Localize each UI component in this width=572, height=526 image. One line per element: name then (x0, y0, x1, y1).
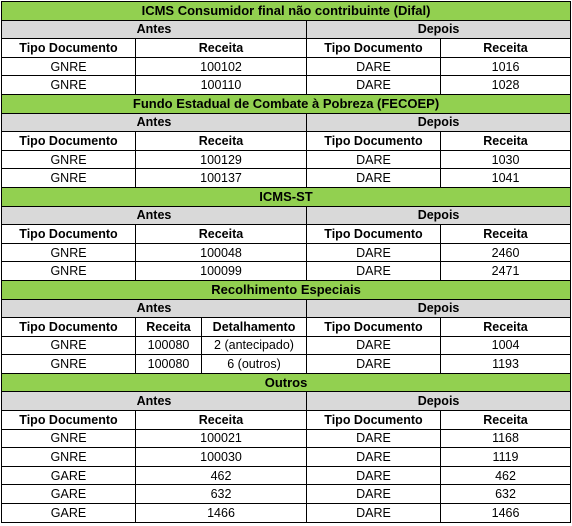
table-row (2, 466, 571, 485)
cell-tipo-antes: GNRE (2, 150, 136, 169)
cell-tipo-depois: DARE (307, 355, 441, 374)
group-header-row (2, 392, 571, 411)
group-header-row (2, 299, 571, 318)
cell-tipo-antes: GARE (2, 466, 136, 485)
col-tipo-documento-antes: Tipo Documento (2, 39, 136, 58)
cell-receita-antes: 100021 (136, 429, 307, 448)
antes-header: Antes (2, 113, 307, 132)
cell-tipo-depois: DARE (307, 504, 441, 523)
col-receita-antes: Receita (136, 39, 307, 58)
antes-header: Antes (2, 206, 307, 225)
col-detalhamento: Detalhamento (202, 318, 307, 337)
table-row (2, 57, 571, 76)
cell-receita-depois: 1041 (441, 169, 571, 188)
section-title-row (2, 373, 571, 392)
col-tipo-documento-depois: Tipo Documento (307, 411, 441, 430)
section-title: Recolhimento Especiais (2, 280, 571, 299)
table-row (2, 169, 571, 188)
col-tipo-documento-antes: Tipo Documento (2, 318, 136, 337)
col-tipo-documento-depois: Tipo Documento (307, 132, 441, 151)
col-receita-antes: Receita (136, 411, 307, 430)
cell-receita-depois: 2471 (441, 262, 571, 281)
group-header-row (2, 20, 571, 39)
table-row (2, 336, 571, 355)
section-title: Outros (2, 373, 571, 392)
table-row (2, 485, 571, 504)
cell-tipo-depois: DARE (307, 262, 441, 281)
cell-tipo-depois: DARE (307, 76, 441, 95)
cell-receita-depois: 1466 (441, 504, 571, 523)
section-title-row (2, 187, 571, 206)
depois-header: Depois (307, 206, 571, 225)
cell-detalhamento: 2 (antecipado) (202, 336, 307, 355)
table-row (2, 243, 571, 262)
column-header-row (2, 225, 571, 244)
col-receita-depois: Receita (441, 411, 571, 430)
cell-tipo-antes: GNRE (2, 76, 136, 95)
cell-tipo-antes: GNRE (2, 169, 136, 188)
cell-receita-antes: 100102 (136, 57, 307, 76)
col-tipo-documento-antes: Tipo Documento (2, 411, 136, 430)
cell-receita-depois: 1004 (441, 336, 571, 355)
depois-header: Depois (307, 20, 571, 39)
table-row (2, 429, 571, 448)
column-header-row (2, 39, 571, 58)
cell-tipo-antes: GARE (2, 485, 136, 504)
cell-receita-antes: 100080 (136, 336, 202, 355)
group-header-row (2, 206, 571, 225)
cell-receita-antes: 1466 (136, 504, 307, 523)
section-title-row (2, 280, 571, 299)
col-receita-antes: Receita (136, 132, 307, 151)
cell-receita-depois: 1016 (441, 57, 571, 76)
col-receita-antes: Receita (136, 318, 202, 337)
table-row (2, 262, 571, 281)
column-header-row (2, 132, 571, 151)
cell-tipo-depois: DARE (307, 466, 441, 485)
cell-receita-antes: 100129 (136, 150, 307, 169)
cell-receita-antes: 100099 (136, 262, 307, 281)
col-tipo-documento-depois: Tipo Documento (307, 318, 441, 337)
cell-receita-antes: 632 (136, 485, 307, 504)
cell-receita-antes: 100080 (136, 355, 202, 374)
cell-tipo-depois: DARE (307, 243, 441, 262)
cell-receita-depois: 1168 (441, 429, 571, 448)
col-receita-depois: Receita (441, 225, 571, 244)
col-receita-antes: Receita (136, 225, 307, 244)
cell-tipo-depois: DARE (307, 336, 441, 355)
table-row (2, 504, 571, 523)
cell-tipo-depois: DARE (307, 150, 441, 169)
section-title: ICMS-ST (2, 187, 571, 206)
cell-detalhamento: 6 (outros) (202, 355, 307, 374)
col-receita-depois: Receita (441, 132, 571, 151)
col-receita-depois: Receita (441, 39, 571, 58)
group-header-row (2, 113, 571, 132)
cell-tipo-antes: GNRE (2, 243, 136, 262)
cell-receita-antes: 100048 (136, 243, 307, 262)
receita-mapping-table (1, 1, 571, 523)
col-receita-depois: Receita (441, 318, 571, 337)
cell-tipo-antes: GNRE (2, 262, 136, 281)
table-row (2, 150, 571, 169)
cell-receita-depois: 2460 (441, 243, 571, 262)
cell-receita-antes: 100110 (136, 76, 307, 95)
cell-receita-depois: 1119 (441, 448, 571, 467)
cell-tipo-depois: DARE (307, 169, 441, 188)
table-row (2, 76, 571, 95)
cell-receita-depois: 1030 (441, 150, 571, 169)
cell-tipo-depois: DARE (307, 429, 441, 448)
col-tipo-documento-depois: Tipo Documento (307, 225, 441, 244)
antes-header: Antes (2, 392, 307, 411)
cell-tipo-antes: GNRE (2, 429, 136, 448)
cell-tipo-depois: DARE (307, 57, 441, 76)
table-row (2, 355, 571, 374)
cell-tipo-antes: GNRE (2, 57, 136, 76)
cell-receita-antes: 100030 (136, 448, 307, 467)
col-tipo-documento-antes: Tipo Documento (2, 132, 136, 151)
col-tipo-documento-antes: Tipo Documento (2, 225, 136, 244)
cell-tipo-depois: DARE (307, 485, 441, 504)
col-tipo-documento-depois: Tipo Documento (307, 39, 441, 58)
antes-header: Antes (2, 299, 307, 318)
table-row (2, 448, 571, 467)
cell-receita-antes: 462 (136, 466, 307, 485)
cell-receita-depois: 1193 (441, 355, 571, 374)
cell-receita-antes: 100137 (136, 169, 307, 188)
cell-tipo-depois: DARE (307, 448, 441, 467)
column-header-row (2, 318, 571, 337)
section-title: ICMS Consumidor final não contribuinte (Difal) (2, 2, 571, 21)
depois-header: Depois (307, 299, 571, 318)
cell-receita-depois: 462 (441, 466, 571, 485)
section-title-row (2, 94, 571, 113)
antes-header: Antes (2, 20, 307, 39)
cell-tipo-antes: GNRE (2, 448, 136, 467)
section-title-row (2, 2, 571, 21)
depois-header: Depois (307, 392, 571, 411)
cell-tipo-antes: GNRE (2, 355, 136, 374)
cell-receita-depois: 1028 (441, 76, 571, 95)
section-title: Fundo Estadual de Combate à Pobreza (FECOEP) (2, 94, 571, 113)
column-header-row (2, 411, 571, 430)
cell-tipo-antes: GNRE (2, 336, 136, 355)
depois-header: Depois (307, 113, 571, 132)
cell-receita-depois: 632 (441, 485, 571, 504)
cell-tipo-antes: GARE (2, 504, 136, 523)
